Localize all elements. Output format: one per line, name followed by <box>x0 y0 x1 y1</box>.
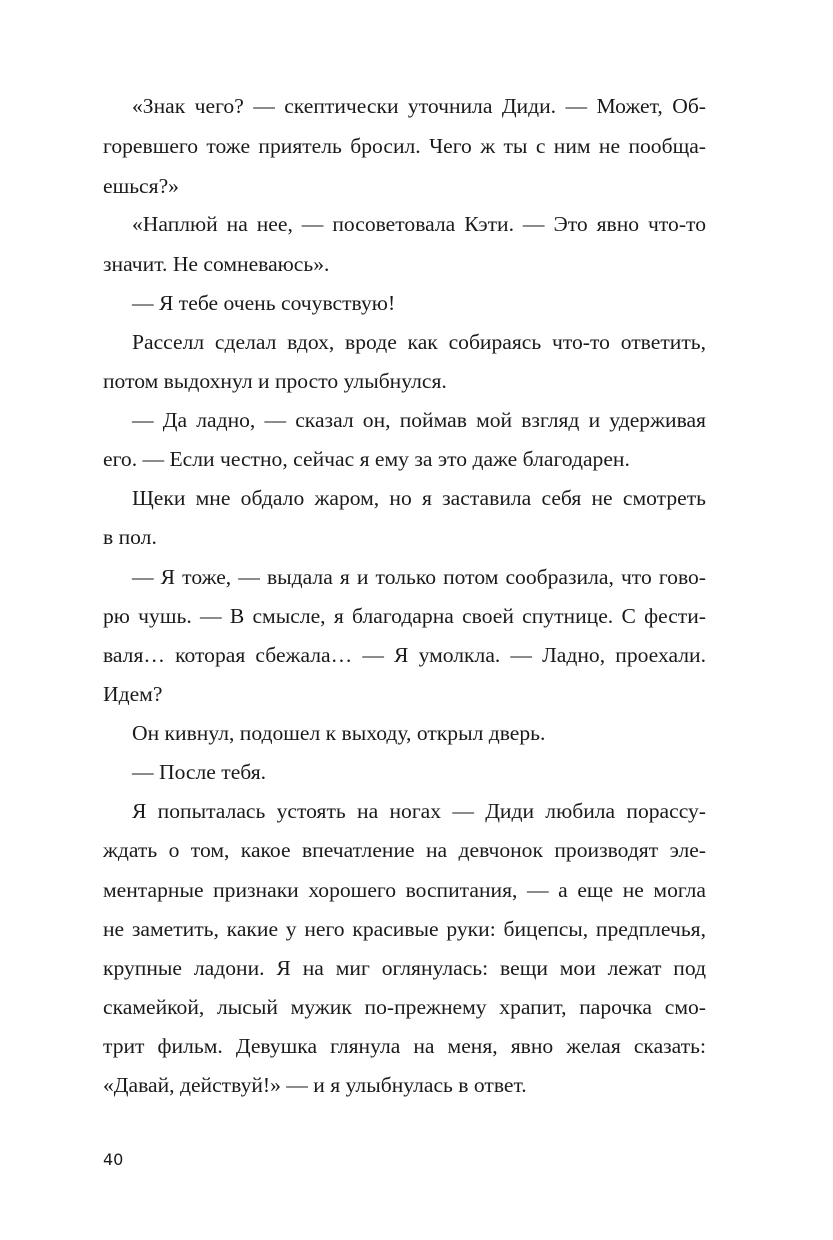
text-line: рю чушь. — В смысле, я благодарна своей спутнице. С фести- <box>103 604 706 628</box>
text-line: ешься?» <box>103 174 179 198</box>
text-line: ждать о том, какое впечатление на девчонок производят эле- <box>103 838 706 862</box>
text-line: его. — Если честно, сейчас я ему за это даже благодарен. <box>103 447 630 471</box>
text-line: ментарные признаки хорошего воспитания, — а еще не могла <box>103 878 706 902</box>
text-line: Расселл сделал вдох, вроде как собираясь что-то ответить, <box>132 330 706 354</box>
text-line: не заметить, какие у него красивые руки: бицепсы, предплечья, <box>103 917 706 941</box>
text-line: валя… которая сбежала… — Я умолкла. — Ладно, проехали. <box>103 643 706 667</box>
text-line: Щеки мне обдало жаром, но я заставила себя не смотреть <box>132 486 706 510</box>
text-line: крупные ладони. Я на миг оглянулась: вещи мои лежат под <box>103 956 706 980</box>
text-line: — После тебя. <box>132 760 267 784</box>
text-line: горевшего тоже приятель бросил. Чего ж ты с ним не пообща- <box>103 134 706 158</box>
text-line: потом выдохнул и просто улыбнулся. <box>103 369 447 393</box>
text-line: в пол. <box>103 525 157 549</box>
text-line: «Давай, действуй!» — и я улыбнулась в ответ. <box>103 1073 527 1097</box>
page-number: 40 <box>103 1150 124 1169</box>
text-line: — Я тоже, — выдала я и только потом сообразила, что гово- <box>132 565 706 589</box>
text-line: — Да ладно, — сказал он, поймав мой взгляд и удерживая <box>132 408 706 432</box>
text-line: Он кивнул, подошел к выходу, открыл дверь. <box>132 721 546 745</box>
text-line: значит. Не сомневаюсь». <box>103 252 330 276</box>
text-line: Идем? <box>103 682 163 706</box>
text-line: скамейкой, лысый мужик по-прежнему храпит, парочка смо- <box>103 995 706 1019</box>
text-line: «Наплюй на нее, — посоветовала Кэти. — Это явно что-то <box>132 212 706 236</box>
text-line: «Знак чего? — скептически уточнила Диди. — Может, Об- <box>132 94 706 118</box>
text-line: трит фильм. Девушка глянула на меня, явно желая сказать: <box>103 1034 706 1058</box>
text-line: Я попыталась устоять на ногах — Диди любила порассу- <box>132 799 706 823</box>
text-line: — Я тебе очень сочувствую! <box>132 291 396 315</box>
